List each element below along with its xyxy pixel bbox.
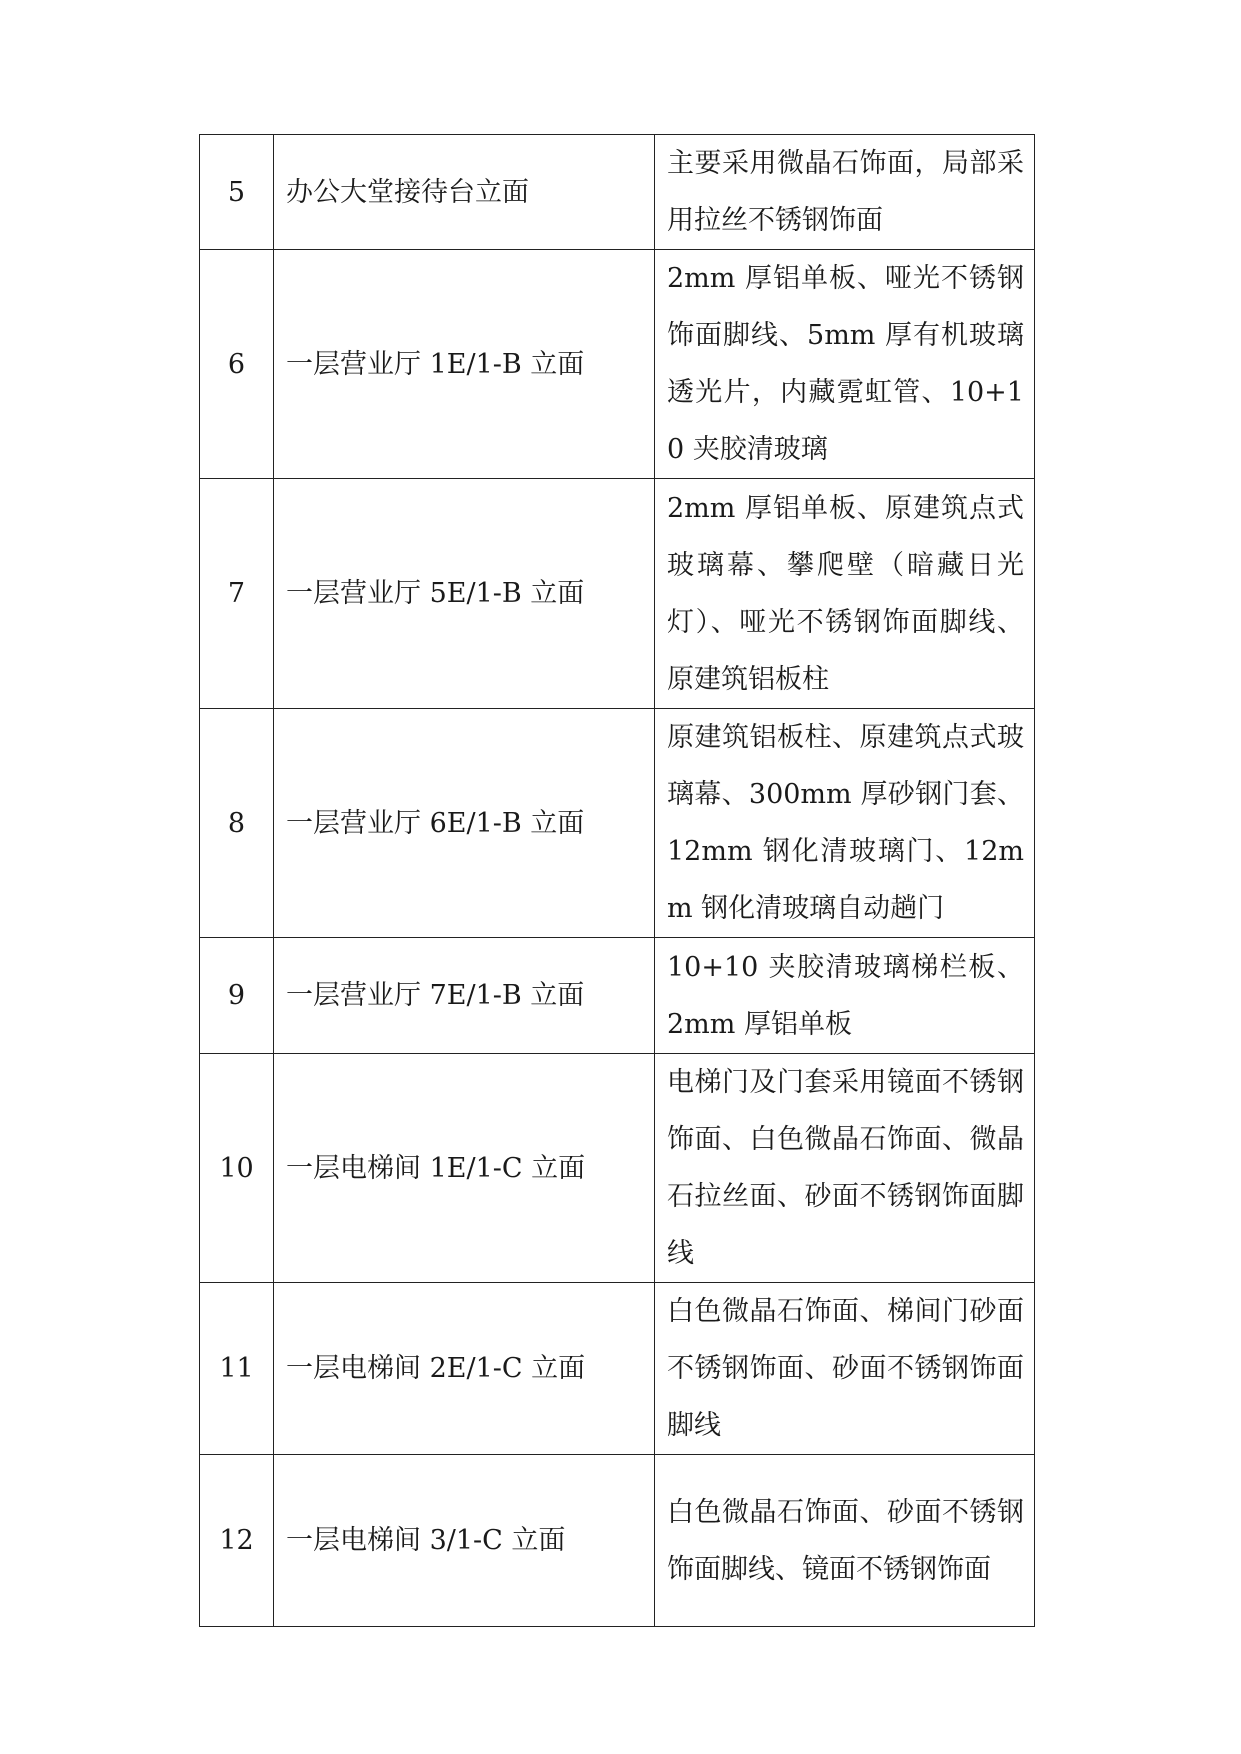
- elevation-name: 一层电梯间 2E/1-C 立面: [274, 1283, 655, 1455]
- table-row: [200, 1054, 1035, 1283]
- table-row: [200, 479, 1035, 709]
- row-number: 6: [200, 250, 274, 479]
- material-description: 10+10 夹胶清玻璃梯栏板、2mm 厚铝单板: [655, 938, 1035, 1054]
- row-number: 5: [200, 135, 274, 250]
- row-number: 7: [200, 479, 274, 709]
- material-description: 2mm 厚铝单板、哑光不锈钢饰面脚线、5mm 厚有机玻璃透光片，内藏霓虹管、10+10 夹胶清玻璃: [655, 250, 1035, 479]
- material-description: 白色微晶石饰面、砂面不锈钢饰面脚线、镜面不锈钢饰面: [655, 1455, 1035, 1627]
- elevation-name: 一层营业厅 1E/1-B 立面: [274, 250, 655, 479]
- row-number: 12: [200, 1455, 274, 1627]
- elevation-name: 一层营业厅 6E/1-B 立面: [274, 709, 655, 938]
- material-description: 原建筑铝板柱、原建筑点式玻璃幕、300mm 厚砂钢门套、12mm 钢化清玻璃门、12mm 钢化清玻璃自动趟门: [655, 709, 1035, 938]
- material-description: 白色微晶石饰面、梯间门砂面不锈钢饰面、砂面不锈钢饰面脚线: [655, 1283, 1035, 1455]
- row-number: 9: [200, 938, 274, 1054]
- material-description: 电梯门及门套采用镜面不锈钢饰面、白色微晶石饰面、微晶石拉丝面、砂面不锈钢饰面脚线: [655, 1054, 1035, 1283]
- row-number: 8: [200, 709, 274, 938]
- table-row: [200, 1455, 1035, 1627]
- elevation-name: 一层电梯间 3/1-C 立面: [274, 1455, 655, 1627]
- table-row: [200, 135, 1035, 250]
- row-number: 11: [200, 1283, 274, 1455]
- table-row: [200, 938, 1035, 1054]
- elevation-name: 办公大堂接待台立面: [274, 135, 655, 250]
- material-description: 2mm 厚铝单板、原建筑点式玻璃幕、攀爬壁（暗藏日光灯）、哑光不锈钢饰面脚线、原建筑铝板柱: [655, 479, 1035, 709]
- elevation-material-table: [199, 134, 1035, 1627]
- table-row: [200, 709, 1035, 938]
- row-number: 10: [200, 1054, 274, 1283]
- table-row: [200, 1283, 1035, 1455]
- table-row: [200, 250, 1035, 479]
- elevation-name: 一层营业厅 7E/1-B 立面: [274, 938, 655, 1054]
- elevation-name: 一层营业厅 5E/1-B 立面: [274, 479, 655, 709]
- material-description: 主要采用微晶石饰面，局部采用拉丝不锈钢饰面: [655, 135, 1035, 250]
- elevation-name: 一层电梯间 1E/1-C 立面: [274, 1054, 655, 1283]
